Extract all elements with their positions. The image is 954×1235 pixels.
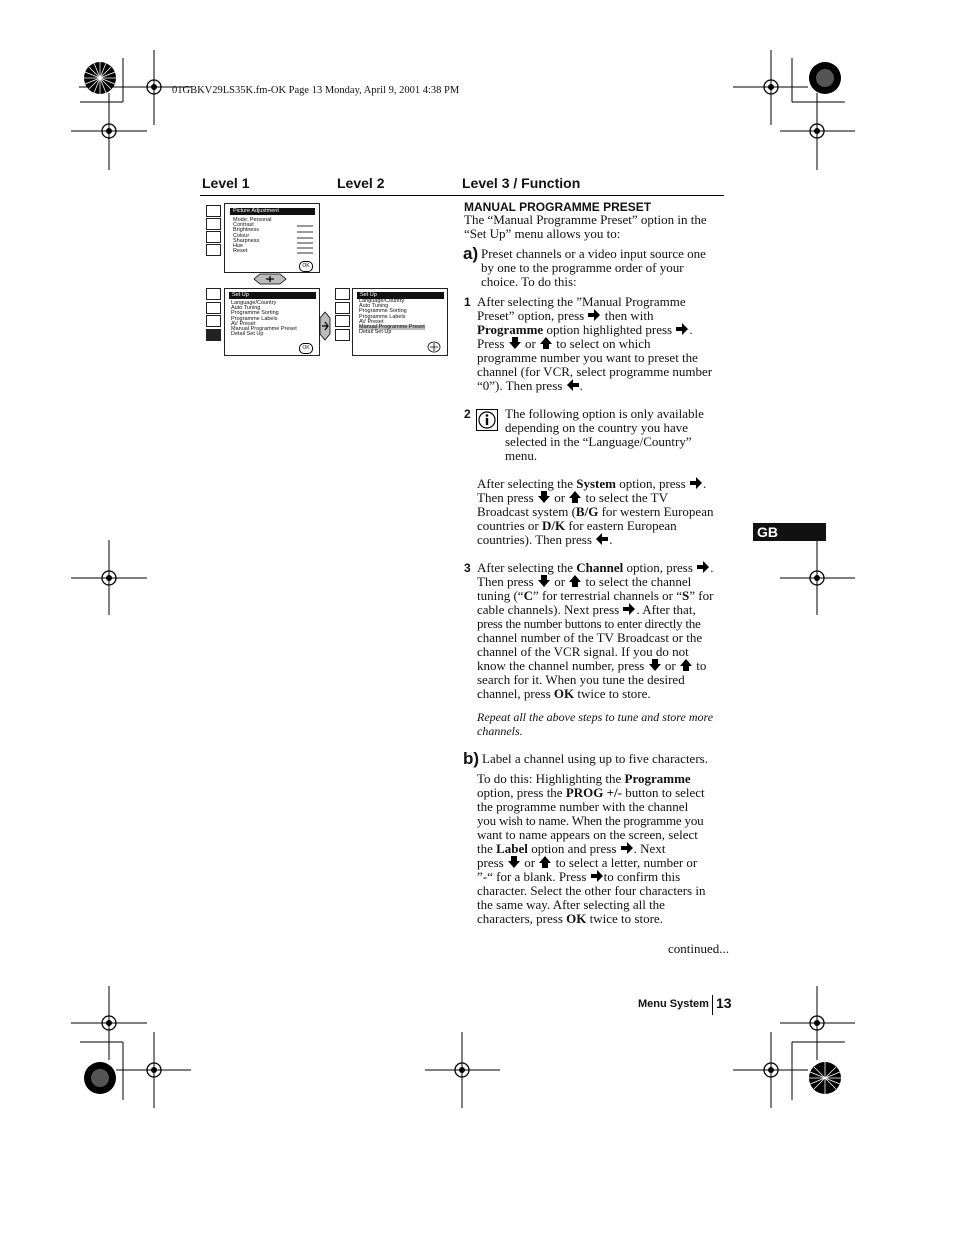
picture-menu-items: Mode: Personal Contrast Brightness Colour Sharpness Hue Reset xyxy=(233,217,272,255)
up-arrow-icon xyxy=(568,575,582,587)
up-arrow-icon xyxy=(679,659,693,671)
picture-adjustment-menu xyxy=(224,203,320,273)
setup-menu-icon-selected xyxy=(206,329,221,341)
timer-menu-icon-2 xyxy=(206,315,221,327)
setup-menu-items: Language/Country Auto Tuning Programme Sorting Programme Labels AV Preset Manual Programme Preset Detail Set Up xyxy=(231,300,297,338)
column-level1: Level 1 xyxy=(202,175,250,191)
down-arrow-icon xyxy=(537,491,551,503)
step-3-number: 3 xyxy=(464,561,471,575)
sound-menu-icon-2 xyxy=(206,302,221,314)
part-b-body: To do this: Highlighting the Programme option, press the PROG +/- button to select the programme number with the channel you wish to name. When the programme you want to name appears on the screen, select the Label option and press . Next press or to select a letter, number or ”-“ for a blank. Press to confirm this character. Select the other four characters in the same way. After selecting all the characters, press OK twice to store. xyxy=(477,771,706,926)
step-2-text: After selecting the System option, press . Then press or to select the TV Broadcast system (B/G for western European countries or D/K for eastern European countries). Then press . xyxy=(477,476,714,547)
setup-menu-title-2: Set Up xyxy=(357,292,444,299)
timer-menu-icon-3 xyxy=(335,315,350,327)
down-arrow-icon xyxy=(648,659,662,671)
column-level3: Level 3 / Function xyxy=(462,175,581,191)
section-title: MANUAL PROGRAMME PRESET xyxy=(464,200,652,214)
picture-menu-icon-3 xyxy=(335,288,350,300)
right-arrow-icon xyxy=(587,309,601,321)
left-arrow-icon xyxy=(566,379,580,391)
setup-menu-level1 xyxy=(224,288,320,356)
step-2-number: 2 xyxy=(464,407,471,421)
highlighted-item: Manual Programme Preset xyxy=(359,324,425,331)
up-arrow-icon xyxy=(538,856,552,868)
right-arrow-icon xyxy=(622,603,636,615)
repeat-note: Repeat all the above steps to tune and store more channels. xyxy=(477,710,714,738)
four-way-arrow-icon xyxy=(427,341,441,353)
up-arrow-icon xyxy=(539,337,553,349)
navigate-down-icon xyxy=(252,273,288,285)
up-arrow-icon xyxy=(568,491,582,503)
part-a-label: a) xyxy=(463,244,479,263)
down-arrow-icon xyxy=(507,856,521,868)
right-arrow-icon xyxy=(696,561,710,573)
down-arrow-icon xyxy=(508,337,522,349)
part-b-label: b) xyxy=(463,749,480,768)
left-arrow-icon xyxy=(595,533,609,545)
intro-text: The “Manual Programme Preset” option in the “Set Up” menu allows you to: xyxy=(464,212,707,241)
setup-menu-title: Set Up xyxy=(229,292,316,299)
step-1-number: 1 xyxy=(464,295,471,309)
slider-bars xyxy=(295,222,315,258)
step-3-text: After selecting the Channel option, press . Then press or to select the channel tuning (“C” for terrestrial channels or “S” for cable channels). Next press . After that, press the number buttons to enter directly the channel number of the TV Broadcast or the channel of the VCR signal. If you do not know the channel number, press or to search for it. When you tune the desired channel, press OK twice to store. xyxy=(477,560,714,701)
step-1-text: After selecting the ”Manual Programme Preset” option, press then with Programme option highlighted press . Press or to select on which programme number you want to preset the channel (for VCR, select programme number “0”). Then press . xyxy=(477,294,713,393)
down-arrow-icon xyxy=(537,575,551,587)
picture-menu-icon xyxy=(206,205,221,217)
ok-icon: OK xyxy=(299,343,313,354)
right-arrow-icon xyxy=(689,477,703,489)
ok-icon: OK xyxy=(299,261,313,272)
picture-menu-icon-2 xyxy=(206,288,221,300)
language-tab: GB xyxy=(753,523,826,541)
right-arrow-icon xyxy=(590,870,604,882)
footer-divider xyxy=(712,995,713,1015)
timer-menu-icon xyxy=(206,231,221,243)
continued-text: continued... xyxy=(668,941,730,956)
file-header: 01GBKV29LS35K.fm-OK Page 13 Monday, April 9, 2001 4:38 PM xyxy=(172,85,460,96)
right-arrow-icon xyxy=(675,323,689,335)
page-number: 13 xyxy=(716,995,732,1011)
column-level2: Level 2 xyxy=(337,175,385,191)
navigate-right-icon xyxy=(318,310,332,342)
footer-section: Menu System xyxy=(638,998,709,1010)
sound-menu-icon-3 xyxy=(335,302,350,314)
part-b-text: Label a channel using up to five characters. xyxy=(482,751,708,766)
part-a-text: Preset channels or a video input source one by one to the programme order of your choice. To do this: xyxy=(481,246,706,289)
setup-menu-icon-3 xyxy=(335,329,350,341)
step-2-note: The following option is only available depending on the country you have selected in the “Language/Country” menu. xyxy=(505,406,704,463)
info-note-icon xyxy=(476,409,498,431)
setup-menu-items-2: Language/Country Auto Tuning Programme Sorting Programme Labels AV Preset Manual Programme Preset Detail Set Up xyxy=(359,298,425,336)
picture-menu-title: Picture Adjustment xyxy=(230,208,315,215)
setup-menu-level2 xyxy=(352,288,448,356)
heading-rule xyxy=(200,195,724,196)
sound-menu-icon xyxy=(206,218,221,230)
right-arrow-icon xyxy=(620,842,634,854)
setup-menu-icon xyxy=(206,244,221,256)
